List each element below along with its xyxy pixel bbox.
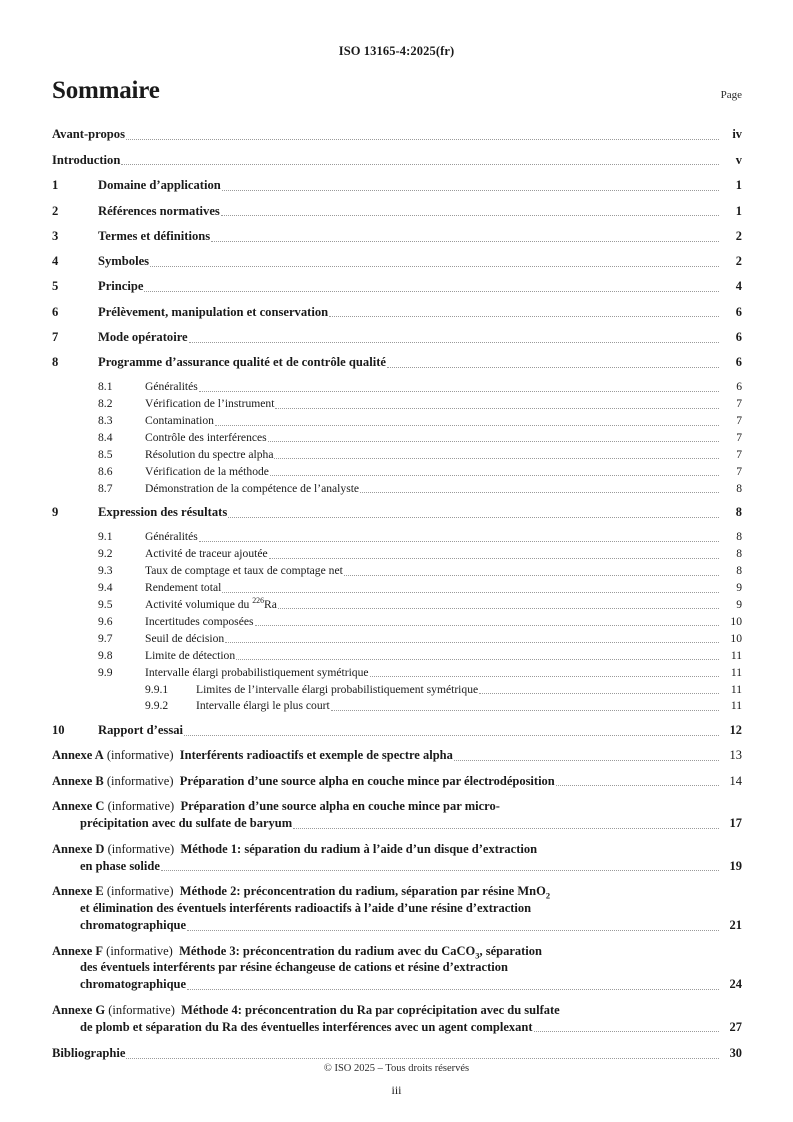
toc-entry-label: Références normatives — [98, 203, 220, 218]
annex-kind: (informative) — [106, 773, 174, 788]
toc-entry-number: 8.3 — [98, 414, 113, 428]
toc-entry-number: 9.2 — [98, 547, 113, 561]
toc-entry-label: Vérification de l’instrument — [145, 397, 275, 411]
toc-page-number: 8 — [736, 481, 742, 495]
toc-entry-body — [98, 329, 742, 346]
leader-dots — [344, 575, 719, 576]
toc-entry-clause-8.2[interactable] — [52, 396, 742, 411]
annex-title-tail: en phase solide — [80, 858, 160, 873]
toc-entry-annex[interactable] — [52, 1002, 742, 1036]
annex-name: Annexe C — [52, 799, 105, 814]
toc-entry-label: Domaine d’application — [98, 178, 221, 193]
toc-entry-body — [145, 546, 742, 561]
toc-page-number: 24 — [729, 977, 742, 992]
toc-entry-frontmatter[interactable] — [52, 126, 742, 143]
annex-title: Méthode 2: préconcentration du radium, séparation par résine MnO$_2$ — [179, 884, 551, 901]
toc-entry-annex[interactable] — [52, 883, 742, 933]
leader-dots — [225, 642, 719, 643]
annex-kind: (informative) — [106, 943, 173, 958]
leader-dots — [189, 342, 719, 343]
leader-dots — [329, 316, 719, 317]
leader-dots — [228, 517, 719, 518]
leader-dots — [278, 608, 719, 609]
toc-entry-clause-4[interactable] — [52, 253, 742, 270]
leader-dots — [161, 870, 719, 871]
toc-entry-number: 8 — [52, 355, 59, 370]
toc-entry-number: 9.1 — [98, 530, 113, 544]
toc-entry-body — [196, 682, 742, 697]
toc-entry-label: Symboles — [98, 254, 150, 269]
toc-entry-clause-8.3[interactable] — [52, 413, 742, 428]
toc-entry-clause-8.1[interactable] — [52, 379, 742, 394]
annex-title: Méthode 1: séparation du radium à l’aide d’un disque d’extraction — [180, 841, 538, 856]
toc-entry-clause-7[interactable] — [52, 329, 742, 346]
annex-title: Préparation d’une source alpha en couche mince par micro- — [180, 799, 500, 814]
annex-title-tail: chromatographique — [80, 977, 187, 992]
toc-page-number: 7 — [736, 447, 742, 461]
annex-title-last-line — [80, 858, 742, 875]
toc-entry-body — [98, 177, 742, 194]
toc-entry-number: 9.9 — [98, 665, 113, 679]
toc-entry-clause-8.6[interactable] — [52, 464, 742, 479]
toc-entry-number: 6 — [52, 304, 59, 319]
document-header — [0, 44, 793, 59]
toc-entry-annex-line — [52, 747, 742, 764]
toc-entry-clause-9.3[interactable] — [52, 563, 742, 578]
footer-copyright: © ISO 2025 – Tous droits réservés — [323, 1063, 470, 1074]
annex-title-tail: précipitation avec du sulfate de baryum — [80, 816, 293, 831]
leader-dots — [293, 828, 719, 829]
toc-entry-number: 5 — [52, 279, 59, 294]
toc-page-number: 21 — [729, 917, 742, 932]
leader-dots — [269, 558, 719, 559]
leader-dots — [236, 659, 719, 660]
leader-dots — [454, 760, 719, 761]
toc-entry-body — [98, 203, 742, 220]
toc-entry-clause-9.8[interactable] — [52, 648, 742, 663]
toc-entry-clause-8[interactable] — [52, 354, 742, 371]
toc-entry-clause-9.5[interactable] — [52, 597, 742, 612]
toc-entry-body — [52, 152, 742, 169]
toc-entry-body — [98, 253, 742, 270]
toc-entry-body — [98, 228, 742, 245]
annex-title-tail: de plomb et séparation du Ra des éventuelles interférences avec un agent complexant — [80, 1019, 533, 1034]
toc-page-number: 10 — [730, 631, 742, 645]
leader-dots — [144, 291, 719, 292]
toc-entry-number: 8.1 — [98, 380, 113, 394]
toc-entry-body — [145, 379, 742, 394]
toc-entry-clause-9[interactable] — [52, 504, 742, 521]
page-title: Sommaire — [52, 77, 160, 104]
toc-page-number: 11 — [730, 665, 742, 679]
annex-name: Annexe E — [52, 884, 104, 899]
toc-entry-annex[interactable] — [52, 798, 742, 832]
leader-dots — [199, 541, 719, 542]
toc-entry-number: 7 — [52, 329, 59, 344]
annex-name: Annexe D — [52, 841, 105, 856]
toc-page-number: 6 — [735, 355, 742, 370]
leader-dots — [360, 492, 719, 493]
toc-entry-label: Vérification de la méthode — [145, 464, 269, 478]
toc-entry-body — [145, 430, 742, 445]
toc-entry-label: Intervalle élargi probabilistiquement symétrique — [145, 665, 369, 679]
toc-entry-label: Expression des résultats — [98, 505, 228, 520]
annex-heading-line — [52, 798, 742, 815]
toc-entry-label: Taux de comptage et taux de comptage net — [145, 564, 343, 578]
annex-title-continuation: des éventuels interférents par résine échangeuse de cations et résine d’extraction — [80, 960, 508, 975]
toc-page-number: 19 — [729, 858, 742, 873]
toc-entry-clause-9.2[interactable] — [52, 546, 742, 561]
toc-entry-clause-1[interactable] — [52, 177, 742, 194]
toc-entry-body — [145, 464, 742, 479]
toc-entry-body — [98, 304, 742, 321]
toc-entry-number: 3 — [52, 228, 59, 243]
toc-entry-clause-6[interactable] — [52, 304, 742, 321]
toc-page-number: 7 — [736, 431, 742, 445]
toc-entry-label: Mode opératoire — [98, 329, 188, 344]
toc-entry-clause-8.5[interactable] — [52, 447, 742, 462]
leader-dots — [211, 241, 719, 242]
toc-entry-label: Limites de l’intervalle élargi probabilistiquement symétrique — [196, 682, 479, 696]
leader-dots — [479, 693, 719, 694]
toc-entry-frontmatter[interactable] — [52, 152, 742, 169]
toc-entry-label: Activité de traceur ajoutée — [145, 547, 268, 561]
leader-dots — [275, 408, 719, 409]
toc-entry-label: Activité volumique du $^{226}$Ra — [145, 596, 277, 612]
toc-entry-body — [145, 665, 742, 680]
toc-entry-body — [98, 504, 742, 521]
toc-entry-label: Rendement total — [145, 581, 222, 595]
toc-entry-label: Généralités — [145, 530, 198, 544]
toc-entry-body — [145, 597, 742, 612]
toc-entry-label: Principe — [98, 279, 144, 294]
annex-name: Annexe A — [52, 748, 104, 763]
toc-page-number: 8 — [735, 505, 742, 520]
toc-entry-body — [98, 354, 742, 371]
toc-entry-number: 9.4 — [98, 581, 113, 595]
toc-entry-clause-10[interactable] — [52, 722, 742, 739]
toc-entry-number: 8.7 — [98, 481, 113, 495]
leader-dots — [222, 190, 719, 191]
annex-title: Méthode 3: préconcentration du radium avec du CaCO$_3$, séparation — [179, 943, 542, 961]
toc-entry-body — [145, 396, 742, 411]
toc-entry-number: 9.8 — [98, 648, 113, 662]
toc-page-number: 12 — [729, 722, 742, 737]
toc-entry-label: Introduction — [52, 152, 121, 167]
table-of-contents — [52, 126, 742, 1062]
toc-entry-body — [145, 614, 742, 629]
leader-dots — [199, 391, 719, 392]
leader-dots — [121, 164, 719, 165]
toc-entry-annex[interactable] — [52, 943, 742, 993]
annex-heading-line — [52, 883, 742, 901]
toc-entry-body — [52, 126, 742, 143]
toc-entry-annex-line — [52, 773, 742, 790]
leader-dots — [215, 425, 719, 426]
annex-kind: (informative) — [107, 841, 175, 856]
toc-entry-clause-9.1[interactable] — [52, 529, 742, 544]
annex-kind: (informative) — [108, 1002, 175, 1017]
toc-entry-body — [145, 631, 742, 646]
toc-page-number: 9 — [736, 581, 742, 595]
page-column-header: Page — [720, 89, 742, 101]
toc-entry-label: Contrôle des interférences — [145, 431, 267, 445]
toc-entry-label: Bibliographie — [52, 1046, 126, 1061]
toc-entry-clause-9.9.2[interactable] — [52, 698, 742, 713]
annex-title: Interférents radioactifs et exemple de spectre alpha — [179, 748, 453, 763]
toc-entry-label: Avant-propos — [52, 127, 126, 141]
toc-entry-label: Démonstration de la compétence de l’analyste — [145, 481, 360, 495]
toc-entry-clause-3[interactable] — [52, 228, 742, 245]
toc-page-number: 7 — [736, 397, 742, 411]
annex-heading-line — [52, 943, 742, 961]
toc-entry-clause-5[interactable] — [52, 278, 742, 295]
toc-entry-label: Incertitudes composées — [145, 614, 254, 628]
toc-page-number: 6 — [735, 329, 742, 344]
toc-entry-body — [52, 1045, 742, 1062]
leader-dots — [150, 266, 719, 267]
annex-kind: (informative) — [106, 884, 174, 899]
toc-entry-clause-8.4[interactable] — [52, 430, 742, 445]
leader-dots — [274, 458, 719, 459]
leader-dots — [126, 139, 719, 140]
toc-entry-number: 8.5 — [98, 447, 113, 461]
toc-entry-body — [196, 698, 742, 713]
toc-entry-number: 8.4 — [98, 431, 113, 445]
annex-name: Annexe B — [52, 773, 104, 788]
leader-dots — [184, 735, 719, 736]
document-identifier: ISO 13165-4:2025(fr) — [338, 44, 455, 58]
toc-page-number: 6 — [736, 380, 742, 394]
toc-entry-label: Résolution du spectre alpha — [145, 447, 274, 461]
toc-entry-clause-9.9.1[interactable] — [52, 682, 742, 697]
page-number: iii — [391, 1083, 402, 1097]
toc-page-number: 1 — [735, 203, 742, 218]
toc-entry-body — [145, 447, 742, 462]
leader-dots — [222, 592, 719, 593]
toc-entry-number: 4 — [52, 254, 59, 269]
leader-dots — [270, 475, 719, 476]
annex-title: Préparation d’une source alpha en couche mince par électrodéposition — [179, 773, 555, 788]
toc-entry-body — [145, 563, 742, 578]
toc-entry-label: Contamination — [145, 414, 214, 428]
annex-heading-line — [52, 841, 742, 858]
toc-entry-body — [52, 773, 742, 790]
toc-page-number: 4 — [735, 279, 742, 294]
annex-title-last-line — [80, 976, 742, 993]
toc-page-number: 9 — [736, 598, 742, 612]
toc-page-number: 13 — [729, 748, 742, 763]
toc-entry-number: 9 — [52, 505, 59, 520]
toc-entry-number: 9.9.1 — [145, 682, 169, 696]
toc-entry-number: 9.5 — [98, 598, 113, 612]
toc-entry-number: 8.2 — [98, 397, 113, 411]
toc-entry-label: Termes et définitions — [98, 228, 211, 243]
toc-page-number: 1 — [735, 178, 742, 193]
leader-dots — [187, 930, 719, 931]
toc-page-number: 11 — [730, 648, 742, 662]
toc-page-number: 2 — [735, 254, 742, 269]
toc-entry-label — [52, 773, 555, 790]
toc-entry-number: 9.9.2 — [145, 699, 169, 713]
toc-entry-clause-9.9[interactable] — [52, 665, 742, 680]
toc-entry-number: 9.3 — [98, 564, 113, 578]
toc-page-number: 27 — [729, 1019, 742, 1034]
toc-page-number: 14 — [729, 773, 742, 788]
annex-title-last-line — [80, 917, 742, 934]
toc-page-number: 7 — [736, 414, 742, 428]
toc-page-number: 11 — [730, 699, 742, 713]
toc-entry-number: 10 — [52, 722, 65, 737]
toc-entry-number: 8.6 — [98, 464, 113, 478]
annex-name: Annexe F — [52, 943, 104, 958]
toc-page-number: 8 — [736, 564, 742, 578]
toc-entry-body — [145, 481, 742, 496]
toc-title-row — [52, 78, 742, 103]
toc-entry-clause-9.4[interactable] — [52, 580, 742, 595]
annex-title-last-line — [80, 1019, 742, 1036]
annex-title-tail: chromatographique — [80, 917, 187, 932]
toc-entry-body — [145, 529, 742, 544]
toc-page-number: 17 — [729, 816, 742, 831]
toc-entry-number: 1 — [52, 178, 59, 193]
toc-entry-clause-2[interactable] — [52, 203, 742, 220]
toc-entry-label: Prélèvement, manipulation et conservation — [98, 304, 329, 319]
leader-dots — [556, 785, 719, 786]
toc-entry-clause-9.7[interactable] — [52, 631, 742, 646]
toc-page-number: 6 — [735, 304, 742, 319]
leader-dots — [221, 215, 719, 216]
toc-page-number: 2 — [735, 228, 742, 243]
leader-dots — [187, 989, 719, 990]
page-content — [52, 78, 742, 1062]
toc-entry-label: Généralités — [145, 380, 198, 394]
toc-entry-body — [145, 580, 742, 595]
toc-entry-label: Seuil de décision — [145, 631, 225, 645]
toc-entry-label: Rapport d’essai — [98, 722, 184, 737]
toc-page-number: 8 — [736, 547, 742, 561]
toc-entry-body — [52, 747, 742, 764]
toc-page-number: v — [735, 152, 742, 167]
leader-dots — [370, 676, 719, 677]
toc-page-number: 11 — [730, 682, 742, 696]
leader-dots — [255, 625, 720, 626]
toc-page-number: 30 — [729, 1046, 742, 1061]
toc-entry-label: Intervalle élargi le plus court — [196, 699, 330, 713]
toc-entry-annex[interactable] — [52, 841, 742, 875]
toc-entry-body — [98, 278, 742, 295]
toc-entry-label: Limite de détection — [145, 648, 236, 662]
annex-kind: (informative) — [107, 799, 175, 814]
toc-entry-label: Programme d’assurance qualité et de contrôle qualité — [98, 355, 386, 370]
leader-dots — [126, 1058, 719, 1059]
toc-entry-annex[interactable] — [52, 773, 742, 790]
leader-dots — [387, 367, 719, 368]
toc-entry-clause-8.7[interactable] — [52, 481, 742, 496]
toc-page-number: 10 — [730, 614, 742, 628]
toc-entry-label — [52, 747, 453, 764]
annex-heading-line — [52, 1002, 742, 1019]
toc-page-number: 7 — [736, 464, 742, 478]
toc-entry-clause-9.6[interactable] — [52, 614, 742, 629]
leader-dots — [534, 1031, 719, 1032]
annex-kind: (informative) — [106, 748, 174, 763]
toc-page-number: iv — [732, 127, 742, 141]
leader-dots — [331, 710, 719, 711]
toc-entry-number: 2 — [52, 203, 59, 218]
toc-page-number: 8 — [736, 530, 742, 544]
annex-title: Méthode 4: préconcentration du Ra par coprécipitation avec du sulfate — [181, 1002, 560, 1017]
toc-entry-body — [98, 722, 742, 739]
toc-entry-number: 9.7 — [98, 631, 113, 645]
annex-title-last-line — [80, 815, 742, 832]
annex-name: Annexe G — [52, 1002, 106, 1017]
leader-dots — [268, 441, 719, 442]
toc-entry-annex[interactable] — [52, 747, 742, 764]
toc-entry-body — [145, 413, 742, 428]
toc-entry-body — [145, 648, 742, 663]
toc-entry-bibliography[interactable] — [52, 1045, 742, 1062]
annex-title-continuation: et élimination des éventuels interférents radioactifs à l’aide d’une résine d’extraction — [80, 901, 532, 916]
toc-entry-number: 9.6 — [98, 614, 113, 628]
